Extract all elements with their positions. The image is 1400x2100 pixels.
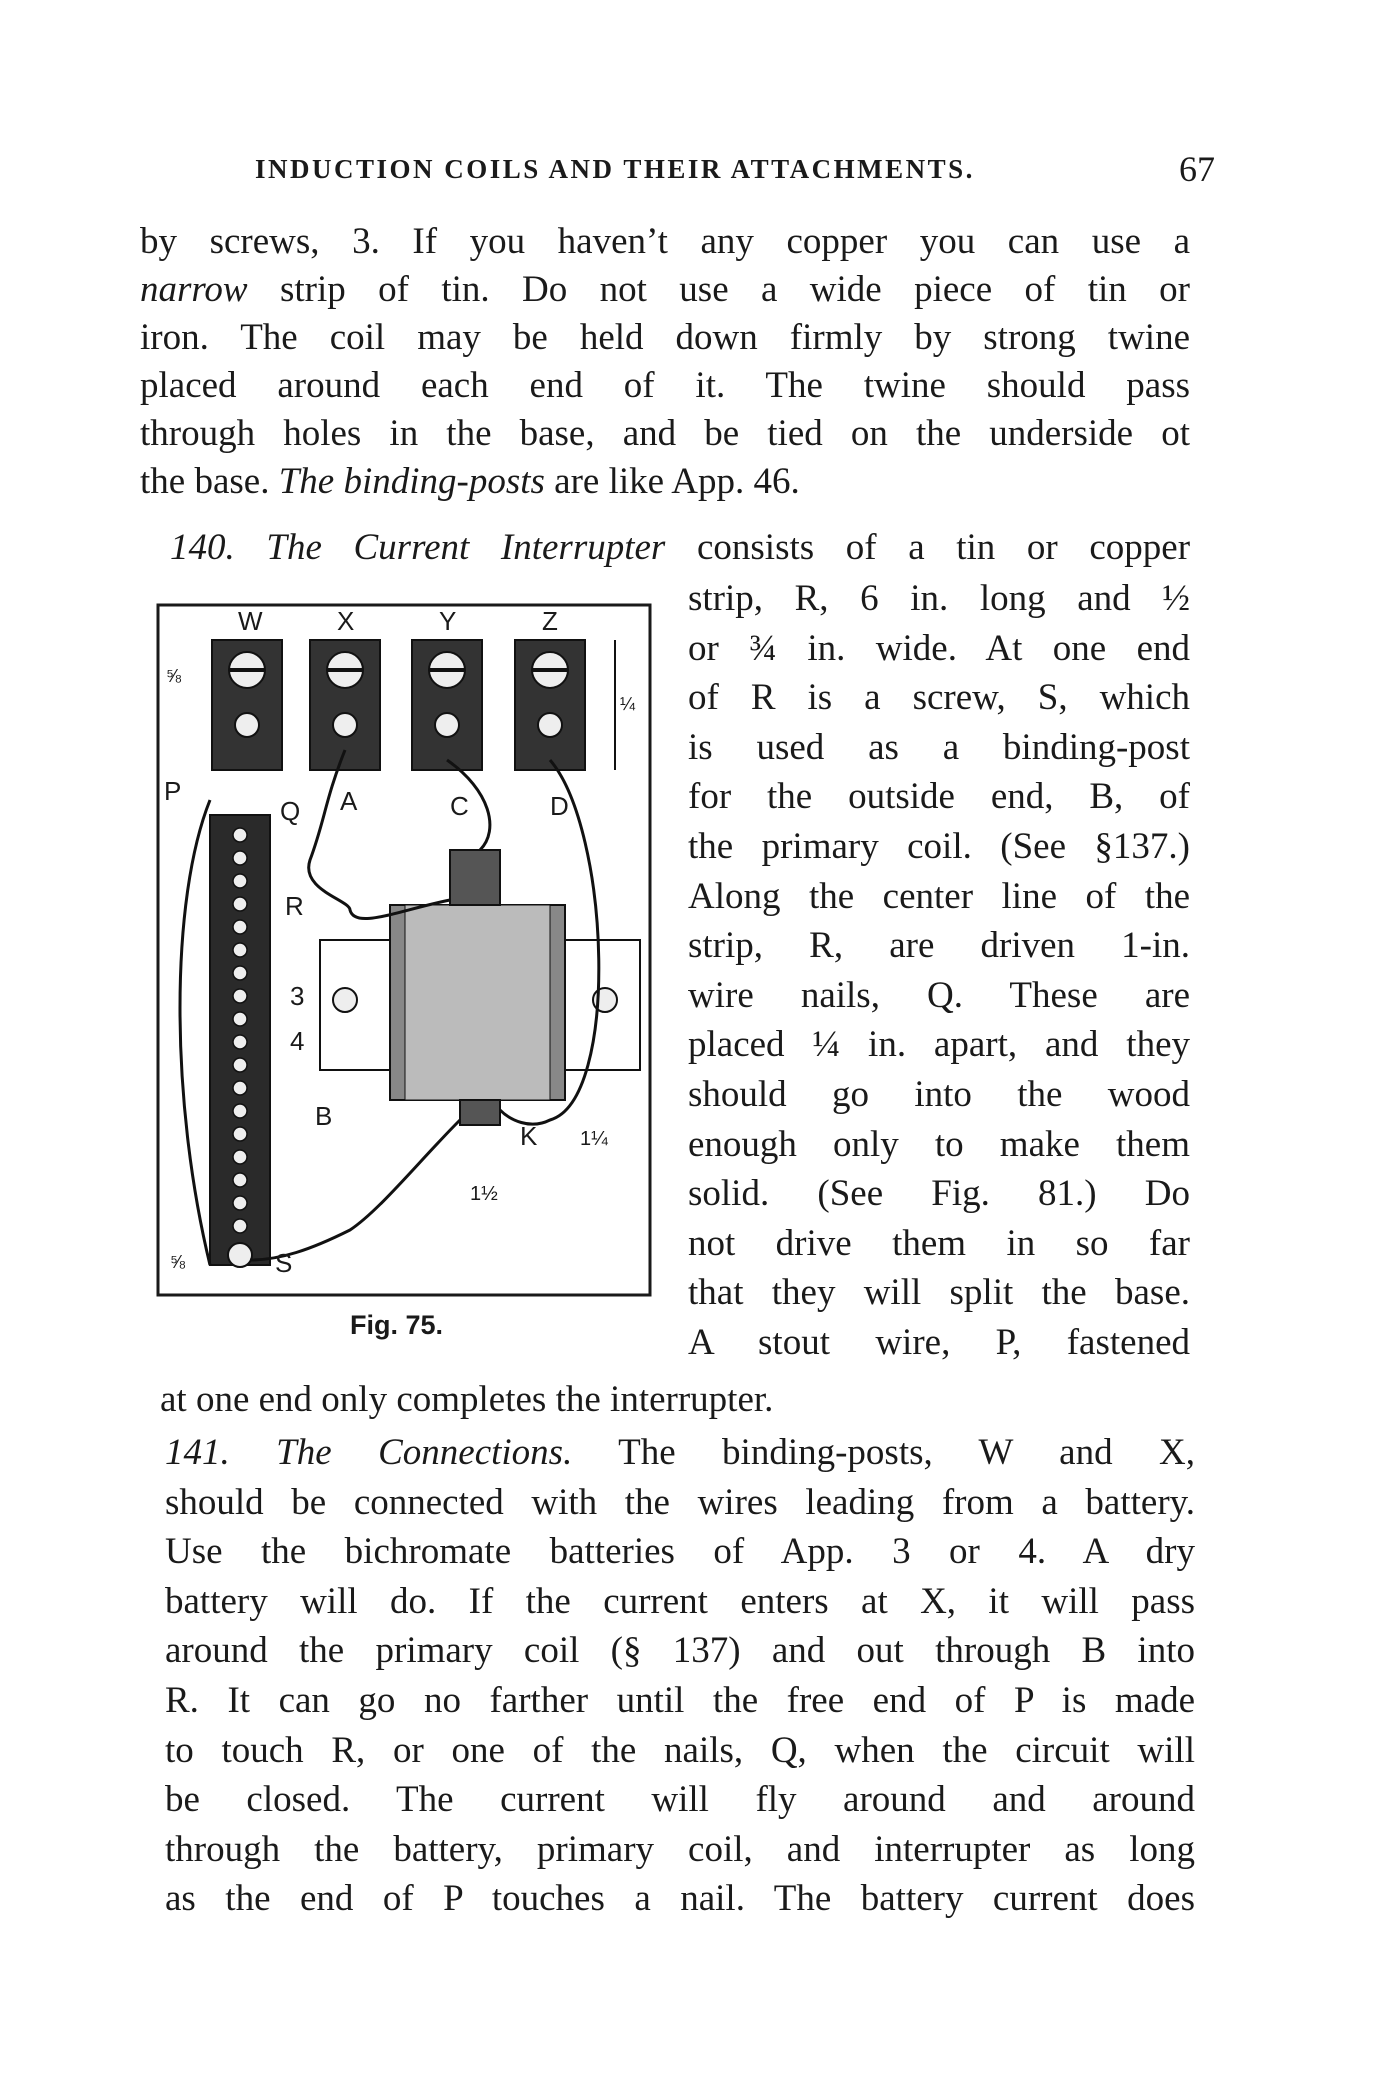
text-line: at one end only completes the interrupter. [160, 1379, 774, 1420]
text-fragment: The binding-posts, W and X, [618, 1432, 1195, 1473]
section-title: The Current Interrupter [266, 527, 666, 568]
running-title: INDUCTION COILS AND THEIR ATTACHMENTS. [255, 154, 975, 184]
label-p: P [164, 776, 182, 806]
text-line: narrow strip of tin. Do not use a wide piece of tin or [140, 269, 1190, 310]
text-line: not drive them in so far [688, 1222, 1190, 1264]
text-line: Along the center line of the [688, 875, 1190, 917]
text-line: solid. (See Fig. 81.) Do [688, 1173, 1190, 1215]
section-number: 140. [170, 527, 235, 568]
text-line: battery will do. If the current enters at X, it will pass [165, 1580, 1195, 1622]
text-line: through the battery, primary coil, and interrupter as long [165, 1828, 1195, 1870]
label-d: D [550, 791, 569, 821]
label-s: S [275, 1248, 293, 1278]
text-line: the primary coil. (See §137.) [688, 825, 1190, 867]
section-number: 141. [165, 1432, 230, 1473]
label-x: X [337, 606, 355, 636]
paragraph-continuation [140, 218, 1190, 506]
interrupter-strip-r [210, 815, 270, 1267]
binding-post-z [515, 640, 585, 770]
section-140-closing [160, 1376, 1190, 1424]
text-line: should be connected with the wires leading from a battery. [165, 1481, 1195, 1523]
page-number: 67 [1179, 149, 1215, 189]
section-title: The Connections. [276, 1432, 573, 1473]
text-line: for the outside end, B, of [688, 776, 1190, 818]
text-line: iron. The coil may be held down firmly by strong twine [140, 317, 1190, 358]
text-line: enough only to make them [688, 1123, 1190, 1165]
label-y: Y [439, 606, 457, 636]
text-line: A stout wire, P, fastened [688, 1321, 1190, 1363]
section-141 [165, 1428, 1195, 1924]
text-line: Use the bichromate batteries of App. 3 or 4. A dry [165, 1531, 1195, 1573]
label-a: A [340, 786, 358, 816]
label-quarter-top: ¼ [620, 694, 636, 714]
binding-post-w [212, 640, 282, 770]
label-quarter: 1¼ [580, 1128, 608, 1150]
label-q: Q [280, 796, 301, 826]
text-line: is used as a binding-post [688, 726, 1190, 768]
text-line: of R is a screw, S, which [688, 677, 1190, 719]
text-line: R. It can go no farther until the free end of P is made [165, 1679, 1195, 1721]
text-line: that they will split the base. [688, 1272, 1190, 1314]
figure-75-interrupter-diagram [150, 600, 660, 1310]
label-half: 1½ [470, 1183, 498, 1205]
binding-post-y [412, 640, 482, 770]
text-line: should go into the wood [688, 1073, 1190, 1115]
text-line: placed around each end of it. The twine should pass [140, 365, 1190, 406]
text-line: or ¾ in. wide. At one end [688, 627, 1190, 669]
text-line: strip, R, are driven 1-in. [688, 925, 1190, 967]
text-line: through holes in the base, and be tied on the underside ot [140, 413, 1190, 454]
text-line: placed ¼ in. apart, and they [688, 1024, 1190, 1066]
text-line: the base. The binding-posts are like App. 46. [140, 461, 800, 502]
text-line: wire nails, Q. These are [688, 974, 1190, 1016]
text-line: strip, R, 6 in. long and ½ [688, 578, 1190, 619]
label-k: K [520, 1121, 538, 1151]
label-b: B [315, 1101, 333, 1131]
label-five-eighths-bottom: ⅝ [170, 1252, 186, 1272]
section-140-heading-line [170, 524, 1190, 572]
page-header [255, 148, 1215, 198]
label-c: C [450, 791, 469, 821]
text-line: by screws, 3. If you haven’t any copper you can use a [140, 221, 1190, 262]
label-five-eighths-top: ⅝ [166, 666, 182, 686]
section-140-side-text [688, 574, 1190, 1368]
label-r: R [285, 891, 304, 921]
label-3: 3 [290, 981, 305, 1011]
label-4: 4 [290, 1026, 305, 1056]
text-fragment: consists of a tin or copper [696, 527, 1191, 568]
text-line: around the primary coil (§ 137) and out through B into [165, 1630, 1195, 1672]
label-z: Z [542, 606, 558, 636]
induction-coil [320, 850, 640, 1125]
figure-caption: Fig. 75. [350, 1310, 444, 1340]
text-line: be closed. The current will fly around and around [165, 1779, 1195, 1821]
text-line: to touch R, or one of the nails, Q, when the circuit will [165, 1729, 1195, 1771]
label-w: W [238, 606, 263, 636]
text-line: as the end of P touches a nail. The battery current does [165, 1878, 1195, 1920]
